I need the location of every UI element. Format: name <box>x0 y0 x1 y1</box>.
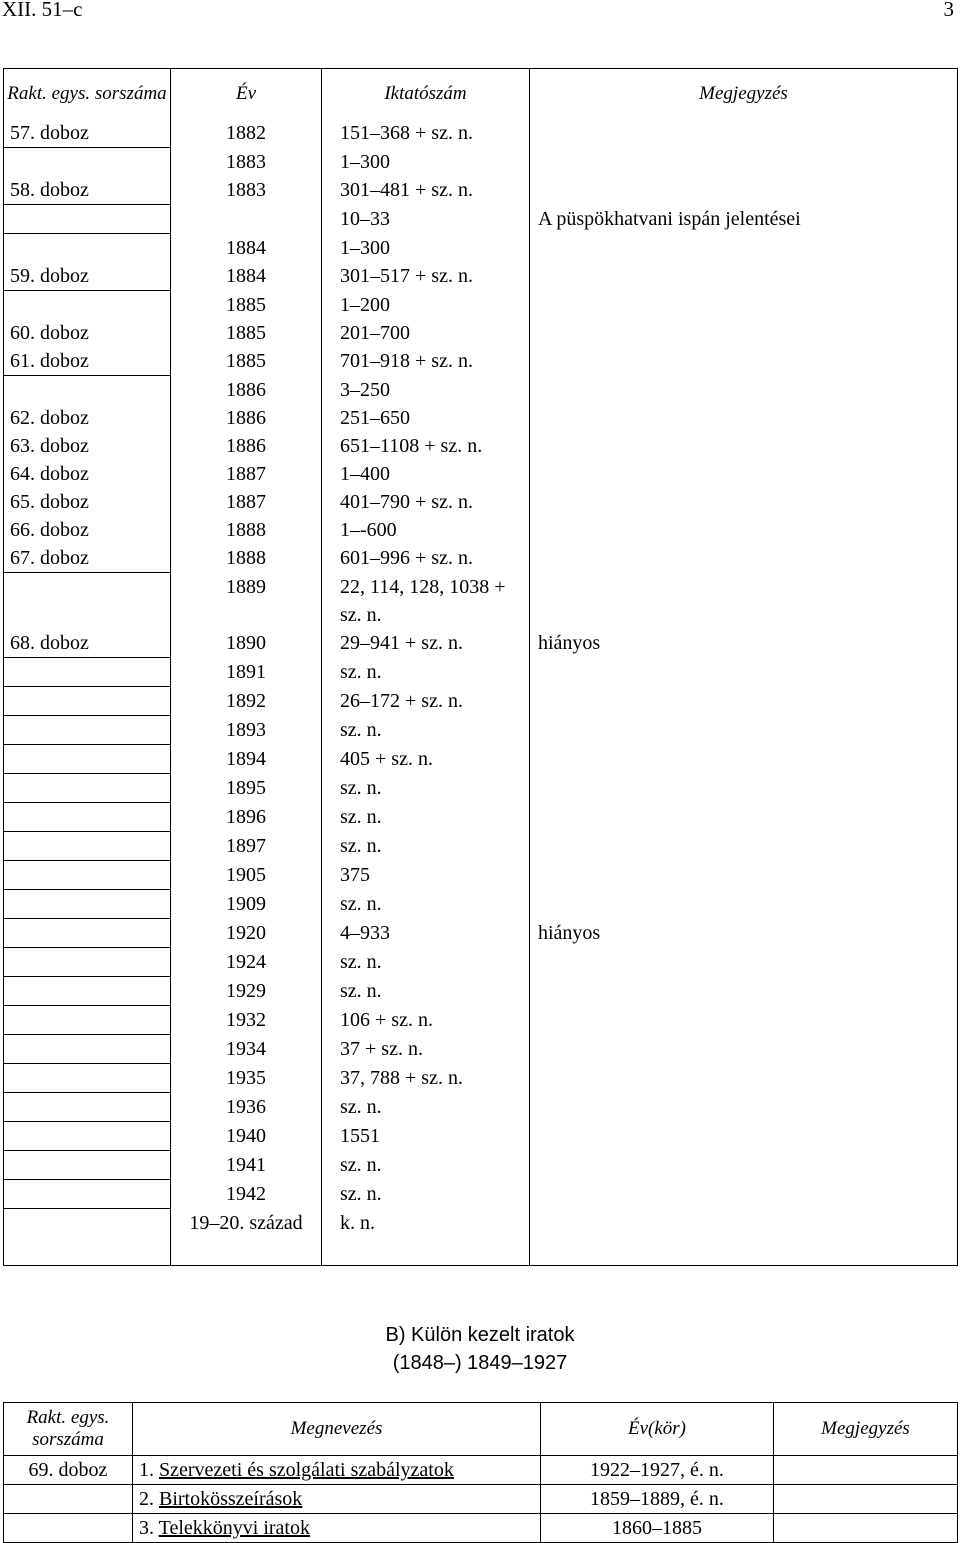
table-row <box>4 148 958 177</box>
section-b-date-range: (1848–) 1849–1927 <box>392 1352 568 1374</box>
cell-storage-unit <box>4 658 171 687</box>
cell-note <box>530 376 958 405</box>
cell-note <box>774 1485 958 1514</box>
cell-storage-unit: 60. doboz <box>4 319 171 347</box>
cell-storage-unit <box>4 890 171 919</box>
cell-registry-number: 1–300 <box>322 148 530 177</box>
cell-storage-unit <box>4 1209 171 1266</box>
table-row <box>4 716 958 745</box>
table-row <box>4 658 958 687</box>
cell-designation <box>133 1485 541 1514</box>
table-row <box>4 319 958 347</box>
cell-year: 1884 <box>171 262 322 291</box>
cell-registry-number: sz. n. <box>322 803 530 832</box>
cell-registry-number: sz. n. <box>322 977 530 1006</box>
cell-designation <box>133 1514 541 1543</box>
cell-designation <box>133 1456 541 1485</box>
page-header-code: XII. 51–c <box>2 0 83 21</box>
cell-note <box>530 148 958 177</box>
cell-year: 1886 <box>171 404 322 432</box>
cell-registry-number: sz. n. <box>322 774 530 803</box>
table-row <box>4 890 958 919</box>
cell-year: 1942 <box>171 1180 322 1209</box>
cell-year: 1885 <box>171 319 322 347</box>
cell-storage-unit: 61. doboz <box>4 347 171 376</box>
cell-year: 1905 <box>171 861 322 890</box>
table-row <box>4 460 958 488</box>
cell-storage-unit <box>4 977 171 1006</box>
cell-storage-unit: 68. doboz <box>4 629 171 658</box>
cell-note <box>530 1122 958 1151</box>
cell-year <box>171 205 322 234</box>
cell-registry-number: sz. n. <box>322 1093 530 1122</box>
cell-storage-unit <box>4 1122 171 1151</box>
cell-year: 1888 <box>171 544 322 573</box>
cell-storage-unit <box>4 803 171 832</box>
table-row <box>4 432 958 460</box>
cell-note <box>530 832 958 861</box>
cell-registry-number: sz. n. <box>322 832 530 861</box>
table-row <box>4 205 958 234</box>
cell-storage-unit <box>4 1514 133 1543</box>
table-row <box>4 774 958 803</box>
cell-year: 1888 <box>171 516 322 544</box>
cell-storage-unit <box>4 774 171 803</box>
table-row <box>4 347 958 376</box>
cell-note <box>530 687 958 716</box>
cell-storage-unit: 64. doboz <box>4 460 171 488</box>
col-header-name: Megnevezés <box>133 1403 541 1456</box>
table-row <box>4 1151 958 1180</box>
page-number: 3 <box>943 0 954 21</box>
cell-registry-number: 106 + sz. n. <box>322 1006 530 1035</box>
cell-note <box>530 460 958 488</box>
table-row <box>4 488 958 516</box>
cell-registry-number: sz. n. <box>322 716 530 745</box>
cell-note <box>530 404 958 432</box>
table-row <box>4 1514 958 1543</box>
cell-registry-number: 651–1108 + sz. n. <box>322 432 530 460</box>
inventory-table-a <box>3 68 958 1266</box>
cell-registry-number: 1–400 <box>322 460 530 488</box>
cell-storage-unit <box>4 1485 133 1514</box>
cell-note <box>530 573 958 630</box>
cell-note <box>530 1064 958 1093</box>
col-header-years: Év(kör) <box>541 1403 774 1456</box>
cell-registry-number: 29–941 + sz. n. <box>322 629 530 658</box>
cell-registry-number: 401–790 + sz. n. <box>322 488 530 516</box>
item-name: Szervezeti és szolgálati szabályzatok <box>159 1459 454 1481</box>
table-row <box>4 404 958 432</box>
table-row <box>4 291 958 320</box>
cell-year: 1882 <box>171 119 322 148</box>
col-header-unit: Rakt. egys. sorszáma <box>4 1403 133 1456</box>
cell-years: 1859–1889, é. n. <box>541 1485 774 1514</box>
cell-note <box>530 1180 958 1209</box>
table-row <box>4 745 958 774</box>
table-row <box>4 1006 958 1035</box>
cell-year: 1894 <box>171 745 322 774</box>
cell-registry-number: 4–933 <box>322 919 530 948</box>
cell-note <box>530 890 958 919</box>
cell-registry-number: 405 + sz. n. <box>322 745 530 774</box>
cell-year: 1941 <box>171 1151 322 1180</box>
item-number: 1. <box>139 1459 159 1481</box>
cell-registry-number: sz. n. <box>322 658 530 687</box>
cell-registry-number: 201–700 <box>322 319 530 347</box>
cell-storage-unit: 67. doboz <box>4 544 171 573</box>
table-row <box>4 1209 958 1266</box>
cell-storage-unit: 57. doboz <box>4 119 171 148</box>
cell-note <box>530 716 958 745</box>
table-row <box>4 919 958 948</box>
cell-registry-number: 251–650 <box>322 404 530 432</box>
cell-storage-unit <box>4 1180 171 1209</box>
cell-note <box>530 319 958 347</box>
table-row <box>4 1093 958 1122</box>
cell-storage-unit <box>4 687 171 716</box>
cell-storage-unit <box>4 745 171 774</box>
cell-note <box>530 803 958 832</box>
cell-storage-unit: 65. doboz <box>4 488 171 516</box>
cell-registry-number: 601–996 + sz. n. <box>322 544 530 573</box>
cell-registry-number: sz. n. <box>322 948 530 977</box>
cell-registry-number: 151–368 + sz. n. <box>322 119 530 148</box>
cell-year: 1883 <box>171 176 322 205</box>
cell-storage-unit: 69. doboz <box>4 1456 133 1485</box>
cell-year: 1883 <box>171 148 322 177</box>
cell-registry-number: sz. n. <box>322 1180 530 1209</box>
cell-year: 1935 <box>171 1064 322 1093</box>
cell-note <box>530 544 958 573</box>
table-row <box>4 1456 958 1485</box>
cell-years: 1922–1927, é. n. <box>541 1456 774 1485</box>
item-name: Birtokösszeírások <box>159 1488 303 1510</box>
cell-storage-unit <box>4 291 171 320</box>
cell-note <box>530 1151 958 1180</box>
item-number: 2. <box>139 1488 159 1510</box>
cell-note <box>530 658 958 687</box>
cell-note <box>530 774 958 803</box>
cell-note: hiányos <box>530 919 958 948</box>
cell-registry-number: 1–-600 <box>322 516 530 544</box>
cell-storage-unit <box>4 573 171 630</box>
cell-registry-number: 375 <box>322 861 530 890</box>
cell-year: 1884 <box>171 234 322 263</box>
cell-year: 1885 <box>171 347 322 376</box>
cell-registry-number: sz. n. <box>322 1151 530 1180</box>
table-row <box>4 234 958 263</box>
section-b-title: B) Külön kezelt iratok <box>385 1324 575 1346</box>
cell-storage-unit <box>4 1006 171 1035</box>
cell-registry-number: 3–250 <box>322 376 530 405</box>
cell-year: 1891 <box>171 658 322 687</box>
table-row <box>4 687 958 716</box>
col-header-note: Megjegyzés <box>530 69 958 120</box>
cell-year: 1887 <box>171 460 322 488</box>
cell-storage-unit: 66. doboz <box>4 516 171 544</box>
col-header-registry: Iktatószám <box>322 69 530 120</box>
table-row <box>4 1180 958 1209</box>
table-row <box>4 176 958 205</box>
cell-note <box>530 488 958 516</box>
cell-storage-unit <box>4 861 171 890</box>
table-row <box>4 861 958 890</box>
cell-note <box>530 262 958 291</box>
cell-registry-number: 1–300 <box>322 234 530 263</box>
cell-storage-unit <box>4 148 171 177</box>
cell-note <box>774 1456 958 1485</box>
cell-year: 1924 <box>171 948 322 977</box>
col-header-unit: Rakt. egys. sorszáma <box>4 69 171 120</box>
cell-year: 1893 <box>171 716 322 745</box>
cell-year: 1934 <box>171 1035 322 1064</box>
cell-note <box>530 1093 958 1122</box>
table-row <box>4 119 958 148</box>
cell-registry-number: 1551 <box>322 1122 530 1151</box>
cell-note <box>530 977 958 1006</box>
table-row <box>4 629 958 658</box>
table-row <box>4 803 958 832</box>
item-name: Telekkönyvi iratok <box>158 1517 310 1539</box>
cell-note <box>530 745 958 774</box>
cell-note <box>530 1035 958 1064</box>
cell-storage-unit <box>4 1064 171 1093</box>
cell-registry-number: 301–481 + sz. n. <box>322 176 530 205</box>
cell-year: 1885 <box>171 291 322 320</box>
cell-storage-unit <box>4 948 171 977</box>
cell-registry-number: 301–517 + sz. n. <box>322 262 530 291</box>
cell-note <box>530 234 958 263</box>
inventory-table-b <box>3 1402 958 1543</box>
item-number: 3. <box>139 1517 159 1539</box>
cell-year: 1940 <box>171 1122 322 1151</box>
cell-registry-number: 701–918 + sz. n. <box>322 347 530 376</box>
cell-storage-unit <box>4 919 171 948</box>
cell-note: A püspökhatvani ispán jelentései <box>530 205 958 234</box>
cell-registry-number: 37, 788 + sz. n. <box>322 1064 530 1093</box>
table-row <box>4 948 958 977</box>
cell-note <box>530 432 958 460</box>
cell-year: 19–20. század <box>171 1209 322 1266</box>
table-row <box>4 1485 958 1514</box>
cell-storage-unit <box>4 1035 171 1064</box>
cell-note: hiányos <box>530 629 958 658</box>
cell-year: 1896 <box>171 803 322 832</box>
cell-year: 1932 <box>171 1006 322 1035</box>
cell-year: 1895 <box>171 774 322 803</box>
cell-note <box>530 347 958 376</box>
table-row <box>4 516 958 544</box>
cell-registry-number: 10–33 <box>322 205 530 234</box>
cell-note <box>774 1514 958 1543</box>
cell-registry-number: 1–200 <box>322 291 530 320</box>
cell-year: 1897 <box>171 832 322 861</box>
cell-note <box>530 948 958 977</box>
cell-storage-unit: 58. doboz <box>4 176 171 205</box>
table-row <box>4 832 958 861</box>
table-row <box>4 1064 958 1093</box>
cell-storage-unit: 62. doboz <box>4 404 171 432</box>
cell-year: 1886 <box>171 432 322 460</box>
cell-note <box>530 291 958 320</box>
cell-storage-unit <box>4 716 171 745</box>
cell-storage-unit <box>4 376 171 405</box>
cell-storage-unit <box>4 1151 171 1180</box>
cell-year: 1887 <box>171 488 322 516</box>
cell-storage-unit: 59. doboz <box>4 262 171 291</box>
cell-year: 1909 <box>171 890 322 919</box>
cell-storage-unit <box>4 832 171 861</box>
table-row <box>4 1122 958 1151</box>
cell-registry-number: 22, 114, 128, 1038 + sz. n. <box>322 573 530 630</box>
cell-registry-number: 37 + sz. n. <box>322 1035 530 1064</box>
cell-note <box>530 119 958 148</box>
cell-year: 1889 <box>171 573 322 630</box>
cell-year: 1929 <box>171 977 322 1006</box>
table-row <box>4 1035 958 1064</box>
table-row <box>4 544 958 573</box>
cell-year: 1890 <box>171 629 322 658</box>
cell-storage-unit <box>4 205 171 234</box>
table-row <box>4 573 958 630</box>
cell-registry-number: 26–172 + sz. n. <box>322 687 530 716</box>
table-row <box>4 262 958 291</box>
cell-year: 1892 <box>171 687 322 716</box>
cell-registry-number: k. n. <box>322 1209 530 1266</box>
cell-year: 1886 <box>171 376 322 405</box>
cell-note <box>530 176 958 205</box>
cell-years: 1860–1885 <box>541 1514 774 1543</box>
cell-note <box>530 861 958 890</box>
cell-note <box>530 1006 958 1035</box>
cell-registry-number: sz. n. <box>322 890 530 919</box>
cell-note <box>530 516 958 544</box>
cell-storage-unit <box>4 1093 171 1122</box>
cell-note <box>530 1209 958 1266</box>
col-header-year: Év <box>171 69 322 120</box>
table-row <box>4 376 958 405</box>
cell-year: 1936 <box>171 1093 322 1122</box>
col-header-note: Megjegyzés <box>774 1403 958 1456</box>
table-row <box>4 977 958 1006</box>
cell-year: 1920 <box>171 919 322 948</box>
cell-storage-unit <box>4 234 171 263</box>
cell-storage-unit: 63. doboz <box>4 432 171 460</box>
